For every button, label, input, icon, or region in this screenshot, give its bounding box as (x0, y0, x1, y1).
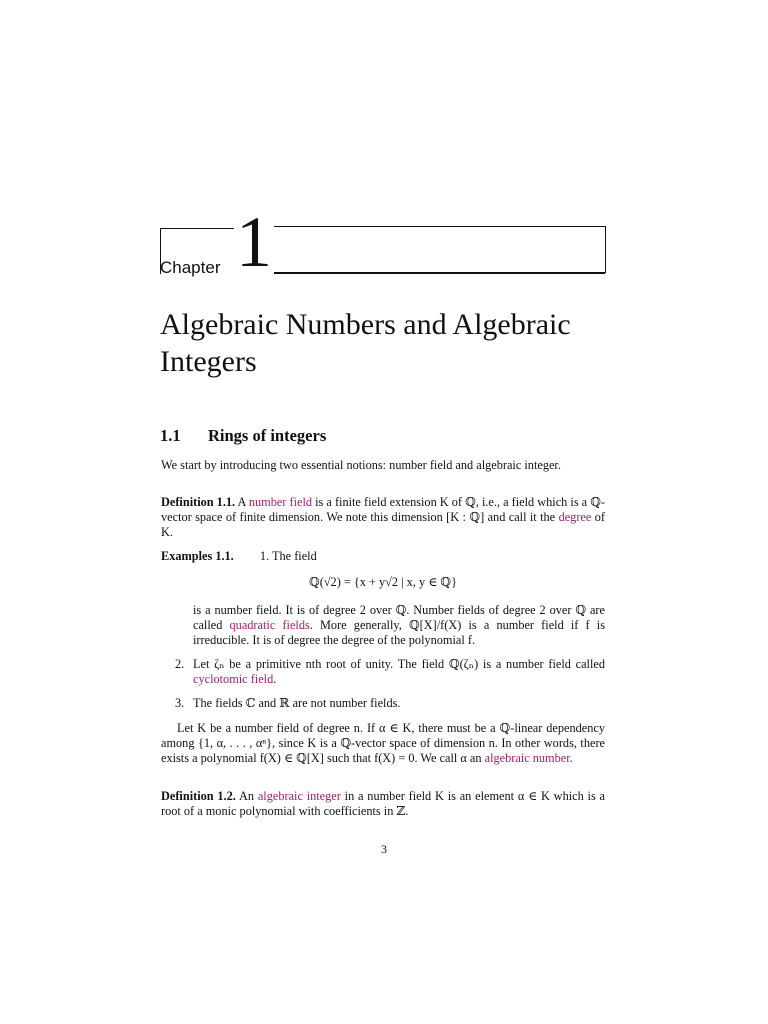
chapter-right-box (274, 226, 606, 273)
definition-2-label: Definition 1.2. (161, 789, 236, 803)
example-2-text-a: Let ζₙ be a primitive nth root of unity. The field ℚ(ζₙ) is a number field called (193, 657, 605, 671)
number-field-link[interactable]: number field (248, 495, 313, 509)
definition-1 (161, 495, 605, 540)
paragraph-text-a: Let K be a number field of degree n. If α ∈ K, there must be a ℚ-linear dependency among {1, α, . . . , αⁿ}, since K is a ℚ-vector space of dimension n. In other words, there exists a polynomial f(X) ∈ ℚ[X] such that f(X) = 0. We call α an (161, 721, 605, 765)
example-1-text-a: is a number field. It is of degree 2 over ℚ. Number fields of degree 2 over ℚ are called (193, 603, 605, 632)
example-2-number: 2. (175, 657, 185, 671)
example-3-body: The fields ℂ and ℝ are not number fields. (193, 696, 401, 710)
cyclotomic-field-link[interactable]: cyclotomic field (193, 672, 274, 686)
degree-link[interactable]: degree (558, 510, 592, 524)
definition-1-label: Definition 1.1. (161, 495, 236, 509)
example-1-number: 1. (259, 549, 270, 563)
example-1-body (193, 603, 605, 648)
definition-2 (161, 789, 605, 819)
paragraph-text-b: . (569, 751, 573, 765)
example-1-formula: ℚ(√2) = {x + y√2 | x, y ∈ ℚ} (309, 575, 457, 589)
page-number: 3 (381, 842, 387, 856)
definition-1-text-b: is a finite field extension K of ℚ, i.e., a field which is a ℚ-vector space of finite dimension. We note this dimension [K : ℚ] and call it the (161, 495, 606, 524)
section-number: 1.1 (160, 426, 181, 445)
intro-paragraph: We start by introducing two essential notions: number field and algebraic integer. (161, 458, 561, 472)
chapter-word: Chapter (160, 258, 221, 277)
example-3-number: 3. (175, 696, 185, 710)
examples-label: Examples 1.1. (161, 549, 234, 563)
algebraic-integer-link[interactable]: algebraic integer (257, 789, 341, 803)
definition-1-text-a: A (237, 495, 246, 509)
definition-2-text-b: in a number field K is an element α ∈ K which is a root of a monic polynomial with coefficients in ℤ. (161, 789, 606, 818)
algebraic-number-link[interactable]: algebraic number (484, 751, 570, 765)
example-2-text-b: . (273, 672, 277, 686)
definition-2-text-a: An (239, 789, 255, 803)
example-2-body (193, 657, 605, 687)
example-1-text-b: . More generally, ℚ[X]/f(X) is a number field if f is irreducible. It is of degree the degree of the polynomial f. (193, 618, 606, 647)
chapter-heading (160, 202, 606, 282)
example-1-lead: The field (272, 549, 317, 563)
chapter-number: 1 (236, 202, 272, 282)
chapter-title: Algebraic Numbers and Algebraic Integers (160, 308, 571, 378)
definition-1-text-c: of K. (161, 510, 605, 539)
section-heading (160, 426, 326, 446)
algebraic-number-paragraph (161, 721, 605, 766)
section-title: Rings of integers (208, 426, 327, 445)
examples-heading (161, 549, 605, 564)
quadratic-fields-link[interactable]: quadratic fields (229, 618, 310, 632)
